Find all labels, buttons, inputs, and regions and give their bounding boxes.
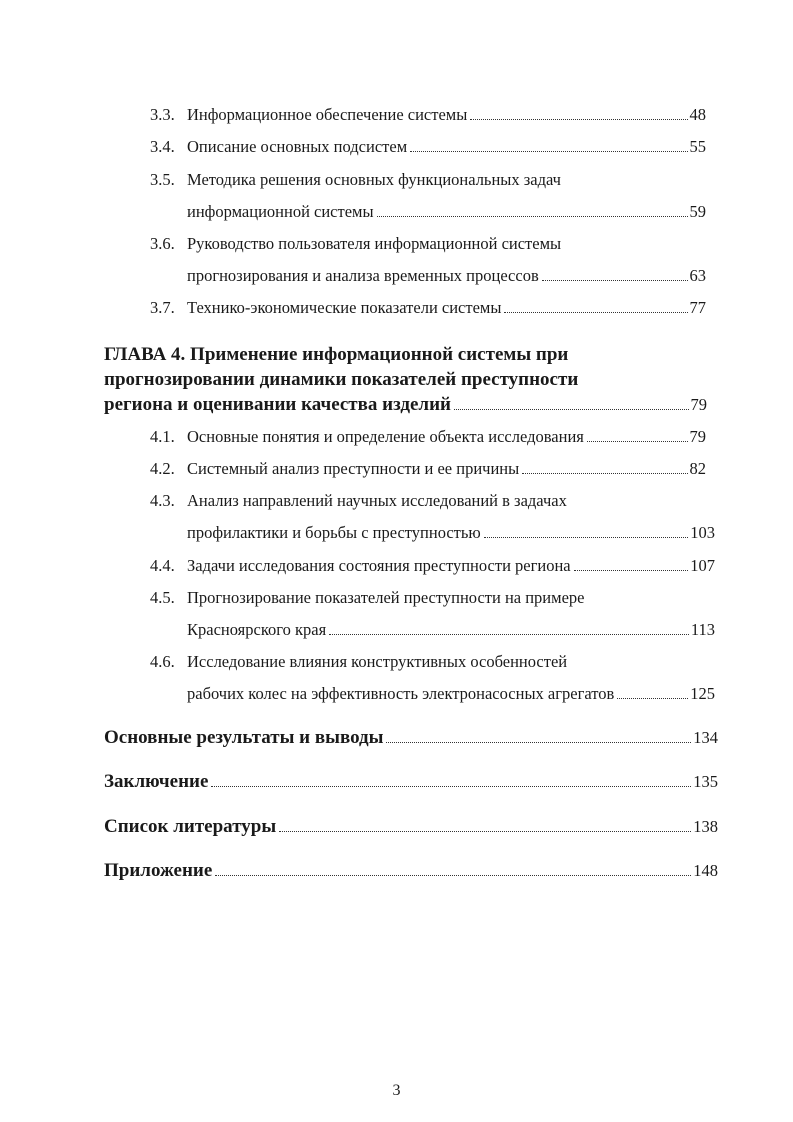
toc-entry-page: 77 [689, 298, 706, 317]
toc-entry-3-3 [150, 105, 706, 125]
toc-entry-number: 3.7. [150, 298, 175, 317]
toc-entry-title: Основные понятия и определение объекта исследования [187, 427, 584, 446]
toc-entry-title-cont: прогнозирования и анализа временных процессов [187, 266, 539, 285]
toc-entry-3-5-continued [187, 202, 706, 222]
toc-entry-title: Руководство пользователя информационной системы [187, 234, 562, 253]
dot-leader [574, 570, 689, 571]
dot-leader [329, 634, 689, 635]
toc-entry-3-6 [150, 234, 706, 254]
toc-major-page: 148 [693, 861, 718, 880]
toc-major-references [104, 816, 718, 838]
toc-entry-3-4 [150, 137, 706, 157]
toc-entry-4-3-continued [187, 523, 715, 543]
toc-entry-4-5-continued [187, 620, 715, 640]
chapter-4-title-end: региона и оценивании качества изделий [104, 394, 451, 415]
toc-entry-4-1 [150, 427, 706, 447]
chapter-4-title-line-2: прогнозировании динамики показателей преступности [104, 369, 579, 390]
dot-leader [470, 119, 687, 120]
toc-entry-title: Исследование влияния конструктивных особенностей [187, 652, 568, 671]
toc-entry-title: Прогнозирование показателей преступности на примере [187, 588, 585, 607]
toc-major-page: 134 [693, 728, 718, 747]
dot-leader [484, 537, 689, 538]
toc-major-page: 138 [693, 817, 718, 836]
page-number: 3 [392, 1082, 401, 1099]
toc-major-title: Приложение [104, 860, 213, 881]
dot-leader [279, 831, 691, 832]
toc-entry-title-cont: профилактики и борьбы с преступностью [187, 523, 481, 542]
toc-entry-page: 125 [690, 684, 715, 703]
toc-entry-page: 59 [689, 202, 706, 221]
dot-leader [386, 742, 691, 743]
toc-entry-number: 4.3. [150, 491, 175, 510]
toc-entry-4-6 [150, 652, 715, 672]
dot-leader [454, 409, 689, 410]
dot-leader [410, 151, 687, 152]
dot-leader [215, 875, 691, 876]
toc-entry-4-4 [150, 556, 715, 576]
toc-major-title: Заключение [104, 771, 209, 792]
dot-leader [587, 441, 688, 442]
toc-entry-title-cont: Красноярского края [187, 620, 327, 639]
toc-entry-number: 3.4. [150, 137, 175, 156]
toc-entry-page: 103 [690, 523, 715, 542]
toc-entry-number: 4.4. [150, 556, 175, 575]
dot-leader [504, 312, 687, 313]
toc-major-conclusion [104, 771, 718, 793]
toc-major-results [104, 727, 718, 749]
toc-entry-page: 82 [689, 459, 706, 478]
chapter-4-page: 79 [690, 395, 707, 414]
toc-major-title: Список литературы [104, 816, 277, 837]
toc-entry-number: 3.5. [150, 170, 175, 189]
chapter-4-title-line-3 [104, 394, 707, 416]
toc-entry-title: Описание основных подсистем [187, 137, 408, 156]
toc-entry-page: 113 [690, 620, 715, 639]
dot-leader [617, 698, 688, 699]
dot-leader [211, 786, 691, 787]
toc-entry-page: 107 [690, 556, 715, 575]
toc-entry-page: 63 [689, 266, 706, 285]
toc-entry-4-3 [150, 491, 715, 511]
chapter-4-title-line-1: ГЛАВА 4. Применение информационной системы при [104, 344, 569, 365]
toc-entry-4-2 [150, 459, 706, 479]
toc-entry-title: Методика решения основных функциональных задач [187, 170, 561, 189]
toc-entry-number: 3.3. [150, 105, 175, 124]
toc-entry-title: Задачи исследования состояния преступности региона [187, 556, 571, 575]
toc-entry-3-5 [150, 170, 706, 190]
toc-entry-number: 4.5. [150, 588, 175, 607]
toc-major-page: 135 [693, 772, 718, 791]
toc-entry-number: 3.6. [150, 234, 175, 253]
toc-entry-3-7 [150, 298, 706, 318]
toc-entry-number: 4.6. [150, 652, 175, 671]
toc-entry-title-cont: информационной системы [187, 202, 374, 221]
toc-entry-3-6-continued [187, 266, 706, 286]
toc-entry-title: Анализ направлений научных исследований в задачах [187, 491, 567, 510]
toc-entry-title-cont: рабочих колес на эффективность электронасосных агрегатов [187, 684, 615, 703]
dot-leader [377, 216, 688, 217]
toc-major-appendix [104, 860, 718, 882]
toc-entry-number: 4.2. [150, 459, 175, 478]
dot-leader [542, 280, 688, 281]
toc-entry-page: 55 [689, 137, 706, 156]
toc-entry-title: Информационное обеспечение системы [187, 105, 468, 124]
toc-entry-title: Технико-экономические показатели системы [187, 298, 502, 317]
toc-entry-title: Системный анализ преступности и ее причины [187, 459, 520, 478]
toc-entry-number: 4.1. [150, 427, 175, 446]
dot-leader [522, 473, 687, 474]
toc-entry-page: 48 [689, 105, 706, 124]
toc-entry-4-5 [150, 588, 715, 608]
toc-entry-page: 79 [689, 427, 706, 446]
toc-major-title: Основные результаты и выводы [104, 727, 384, 748]
toc-entry-4-6-continued [187, 684, 715, 704]
